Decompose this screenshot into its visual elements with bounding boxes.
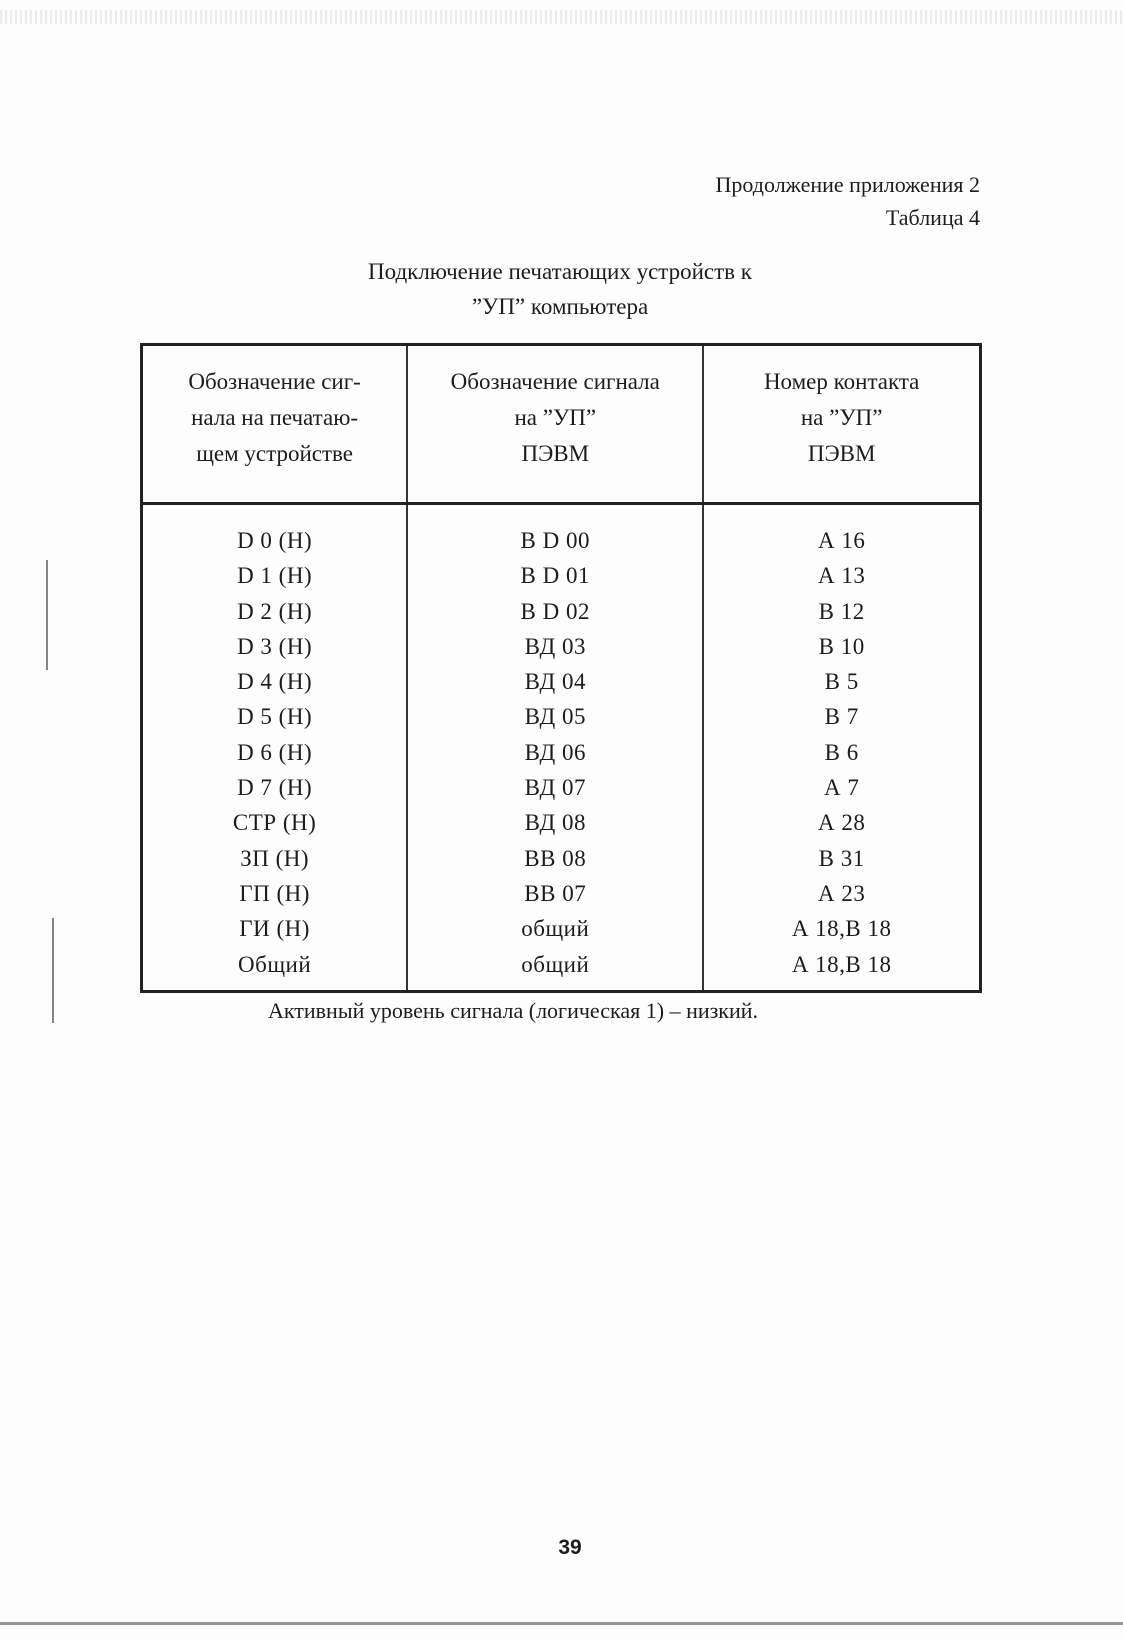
table-cell: общий — [521, 916, 590, 942]
table-cell: ЗП (Н) — [240, 845, 309, 871]
header-line: на ”УП” — [800, 405, 883, 430]
table-body-row — [142, 504, 981, 992]
table-cell: D 1 (Н) — [237, 563, 313, 589]
table-cell: А 28 — [817, 810, 866, 836]
table-cell: ВД 07 — [524, 775, 586, 801]
table-cell: А 13 — [817, 563, 866, 589]
table-cell: В 10 — [818, 633, 865, 659]
header-line: нала на печатаю- — [191, 405, 359, 430]
table-cell: Общий — [238, 951, 312, 977]
binding-mark — [52, 918, 54, 1023]
table-cell: СТР (Н) — [232, 810, 317, 836]
table-cell: В D 01 — [520, 563, 590, 589]
header-line: ПЭВМ — [521, 441, 590, 466]
table-cell: В 31 — [818, 845, 865, 871]
table-number-label: Таблица 4 — [885, 205, 980, 230]
table-cell: ВД 06 — [524, 739, 586, 765]
column-port-signal — [407, 504, 703, 992]
appendix-continuation-label: Продолжение приложения 2 — [715, 172, 980, 197]
table-cell: ВВ 08 — [524, 845, 587, 871]
table-title-line-1: Подключение печатающих устройств к — [368, 259, 752, 284]
scan-bottom-edge — [0, 1622, 1123, 1625]
column-printer-signal — [142, 504, 408, 992]
header-line: ПЭВМ — [807, 441, 876, 466]
header-line: Обозначение сиг- — [188, 369, 361, 394]
header-line: Номер контакта — [763, 369, 920, 394]
table-cell: ВД 04 — [524, 669, 586, 695]
table-cell: D 4 (Н) — [237, 669, 313, 695]
table-cell: В D 00 — [520, 528, 590, 553]
table-title-line-2: ”УП” компьютера — [471, 294, 649, 319]
table-cell: D 2 (Н) — [237, 598, 313, 624]
header-line: Обозначение сигнала — [450, 369, 660, 394]
table-header — [142, 345, 981, 504]
signal-mapping-table — [140, 343, 982, 993]
table-cell: А 18,В 18 — [791, 951, 892, 977]
table-header-row — [142, 345, 981, 504]
active-level-note: Активный уровень сигнала (логическая 1) – низкий. — [268, 998, 759, 1023]
table-cell: D 6 (Н) — [237, 739, 313, 765]
table-cell: D 5 (Н) — [237, 704, 313, 730]
header-port-signal — [407, 345, 703, 504]
binding-mark — [46, 560, 48, 670]
table-cell: ВД 08 — [524, 810, 586, 836]
table-cell: В 7 — [824, 704, 859, 730]
table-cell: ВВ 07 — [524, 880, 587, 906]
scan-edge-noise — [0, 10, 1123, 24]
table-cell: В D 02 — [520, 598, 590, 624]
table-cell: В 5 — [824, 669, 859, 695]
table-cell: А 23 — [817, 880, 866, 906]
header-line: щем устройстве — [196, 441, 353, 466]
table-cell: ГП (Н) — [239, 880, 310, 906]
table-cell: А 18,В 18 — [791, 916, 892, 942]
table-cell: D 3 (Н) — [237, 633, 313, 659]
table-cell: А 16 — [817, 528, 866, 553]
table-cell: ГИ (Н) — [239, 916, 310, 942]
table-cell: В 12 — [818, 598, 865, 624]
header-printer-signal — [142, 345, 408, 504]
table-cell: общий — [521, 951, 590, 977]
table-cell: D 0 (Н) — [237, 528, 313, 553]
table-cell: А 7 — [823, 775, 860, 801]
table-body — [142, 504, 981, 992]
table-cell: ВД 05 — [524, 704, 586, 730]
column-contact-number — [703, 504, 980, 992]
table-cell: D 7 (Н) — [237, 775, 313, 801]
page-number: 39 — [558, 1536, 582, 1559]
header-line: на ”УП” — [514, 405, 597, 430]
table-cell: ВД 03 — [524, 633, 586, 659]
header-contact-number — [703, 345, 980, 504]
table-cell: В 6 — [824, 739, 859, 765]
